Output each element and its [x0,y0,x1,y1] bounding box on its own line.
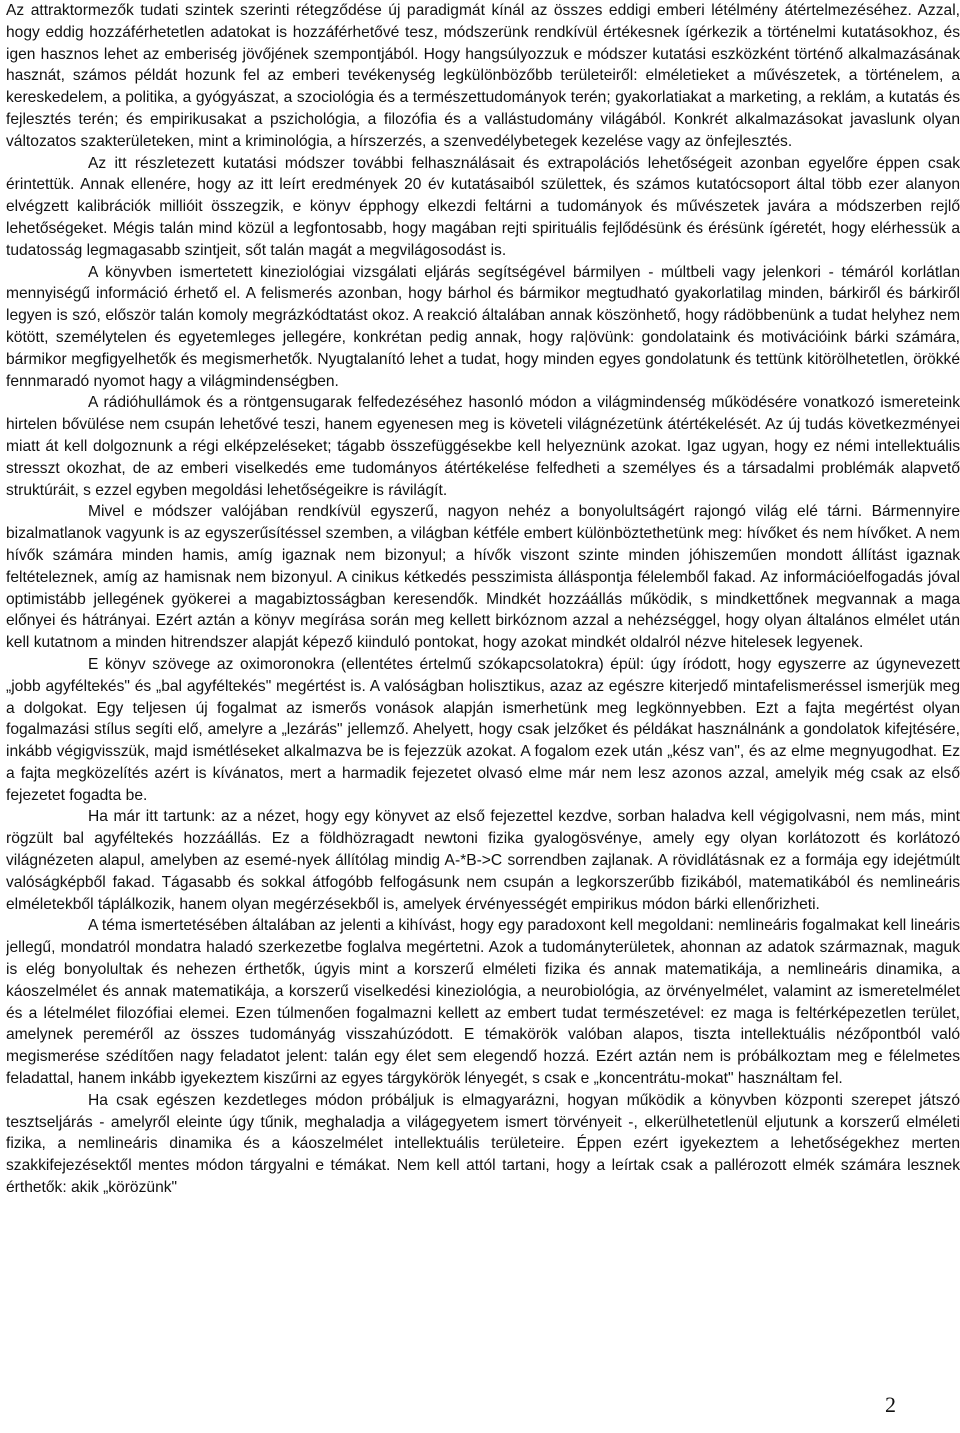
document-page [6,0,960,1392]
paragraph-5: Mivel e módszer valójában rendkívül egyszerű, nagyon nehéz a bonyolultságért rajongó világ elé tárni. Bármennyire bizalmatlanok vagyunk is az egyszerűsítéssel szemben, a világban kétféle embert különböztethetünk meg: hívőket és nem hívőket. A nem hívők számára minden hamis, amíg igaznak nem bizonyul; a hívők viszont szinte minden jóhiszeműen mondott állítást igaznak feltételeznek, amíg az hamisnak nem bizonyul. A cinikus kétkedés pesszimista álláspontja félelemből fakad. Az információelfogadás jóval optimistább jellegének gyökerei a magabiztosságban keresendők. Mindkét hozzáállás működik, s mindkettőnek megvannak a maga előnyei és hátrányai. Ezért aztán a könyv megírása során meg kellett birkóznom azzal a nehézséggel, hogy olyan általános elmélet után kell kutatnom a minden hitrendszer alapját képező kiinduló pontokat, hogy azokat mindkét oldalról nézve hitelesek legyenek. [6,503,960,652]
paragraph-8: A téma ismertetésében általában az jelenti a kihívást, hogy egy paradoxont kell megoldani: nemlineáris fogalmakat kell lineáris jellegű, mondatról mondatra haladó szerkezetbe foglalva megértetni. Azok a tudományterületek, ahonnan az adatok származnak, maguk is elég bonyolultak és nehezen érthetők, úgyis mint a korszerű elméleti fizika és annak matematikája, a nemlineáris dinamika, a káoszelmélet és annak matematikája, a korszerű viselkedési kineziológia, a neurobiológia, az örvényelmélet, valamint az ismeretelmélet és a lételmélet filozófiai elemei. Ezen túlmenően fogalmazni kellett az embert tudat természetével: ez maga is feltérképezetlen terület, amelynek pereméről az összes tudományág visszahúzódott. E témakörök valóban alapos, tiszta intellektuális nézőpontból való megismerése szédítően nagy feladatot jelent: talán egy élet sem elegendő hozzá. Ezért aztán nem is próbálkoztam meg e félelmetes feladattal, hanem inkább igyekeztem kiszűrni az egyes tárgykörök lényegét, s csak e „koncentrátu-mokat" használtam fel. [6,917,960,1088]
paragraph-6: E könyv szövege az oximoronokra (ellentétes értelmű szókapcsolatokra) épül: úgy íródott, hogy egyszerre az úgynevezett „jobb agyféltekés" és „bal agyféltekés" megértést is. A valóságban holisztikus, azaz az egészre kiterjedő mintafelismeréssel ismerjük meg a dolgokat. Egy teljesen új fogalmat az ismerős vonások alapján ismerhetünk meg legkönnyebben. Ezt a fajta megértést olyan fogalmazási stílus segíti elő, amelyre a „lezárás" jellemző. Ahelyett, hogy csak jelzőket és példákat használnánk a gondolatok kifejtésére, inkább végigvisszük, majd ismétléseket alkalmazva be is fejezzük azokat. A fogalom ezek után „kész van", és az elme megnyugodhat. Ez a fajta megközelítés azért is kívánatos, mert a harmadik fejezetet olvasó elme már nem lesz azonos azzal, amelyik még csak az első fejezetet fogadta be. [6,655,960,804]
paragraph-7: Ha már itt tartunk: az a nézet, hogy egy könyvet az első fejezettel kezdve, sorban haladva kell végigolvasni, nem más, mint rögzült bal agyféltekés hozzáállás. Ez a földhözragadt newtoni fizika gyalogösvénye, amely egy olyan korlátozott és korlátozó világnézeten alapul, amelyben az esemé-nyek állítólag mindig A-*B->C sorrendben zajlanak. A rövidlátásnak ez a formája egy idejétmúlt valóságképből fakad. Tágasabb és sokkal átfogóbb felfogásunk nem csupán a legkorszerűbb fizikából, matematikából és nemlineáris elméletekből táplálkozik, hanem olyan megérzésekből is, amelyek érvényességét empirikus módon bárki ellenőrizheti. [6,808,960,913]
paragraph-9: Ha csak egészen kezdetleges módon próbáljuk is elmagyarázni, hogyan működik a könyvben központi szerepet játszó tesztseljárás - amelyről eleinte úgy tűnik, meghaladja a világegyetem ismert törvényeit -, elkerülhetetlenül eljutunk a korszerű elméleti fizika, a nemlineáris dinamika és a káoszelmélet intellektuális területeire. Éppen ezért igyekeztem a lehetőségekhez merten szakkifejezésektől mentes módon tárgyalni e témákat. Nem kell attól tartani, hogy a leírtak csak a pallérozott elmék számára lesznek érthetők: akik „körözünk" [6,1091,960,1197]
page-number: 2 [885,1392,896,1417]
paragraph-3: A könyvben ismertetett kineziológiai vizsgálati eljárás segítségével bármilyen - múltbeli vagy jelenkori - témáról korlátlan mennyiségű információ érhető el. A felismerés azonban, hogy bárhol és bármikor megtudható gyakorlatilag minden, bárkiről és bárkiről legyen is szó, először talán komoly megrázkódtatást okoz. A reakció általában annak köszönhető, hogy rádöbbenünk a tudat helyhez nem kötött, személytelen és egyetemleges jellegére, konkrétan pedig annak, hogy ra|övünk: gondolataink és motivációink bárki számára, bármikor megfigyelhetők és megismerhetők. Nyugtalanító lehet a tudat, hogy minden egyes gondolatunk és tettünk kitörölhetetlen, örökké fennmaradó nyomot hagy a világmindenségben. [6,263,960,390]
paragraph-2: Az itt részletezett kutatási módszer további felhasználásait és extrapolációs lehetőségeit azonban egyelőre éppen csak érintettük. Annak ellenére, hogy az itt leírt eredmények 20 év kutatásaiból születtek, és számos kutatócsoport által több ezer alanyon elvégzett kalibrációk millióit összegzik, e könyv épphogy elkezdi feltárni a tudományok és művészetek javára a módszerben rejlő lehetőségeket. Mégis talán mind közül a legfontosabb, hogy magában rejti spirituális fejlődésünk és érésünk ígéretét, hogy elérhessük a tudatosság legmagasabb szintjeit, sőt talán magát a megvilágosodást is. [6,154,960,259]
paragraph-4: A rádióhullámok és a röntgensugarak felfedezéséhez hasonló módon a világmindenség működésére vonatkozó ismereteink hirtelen bővülése nem csupán lehetővé teszi, hanem egyenesen meg is követeli világnézetünk átértékelését. Az új tudás következményei miatt át kell dolgoznunk a régi elképzeléseket; tágabb összefüggésekbe kell helyeznünk azokat. Igaz ugyan, hogy ez némi intellektuális stresszt okozhat, de az emberi viselkedés eme tudományos átértékelése felfedheti a személyes és a társadalmi problémák alapvető struktúráit, s ezzel egyben megoldási lehetőségeikre is rávilágít. [6,394,960,499]
paragraph-1: Az attraktormezők tudati szintek szerinti rétegződése új paradigmát kínál az összes eddigi emberi létélmény átértelmezéséhez. Azzal, hogy eddig hozzáférhetetlen adatokat is hozzáférhetővé tesz, módszerünk rendkívül értékesnek ígérkezik a történelmi kutatásokhoz, és igen hasznos lehet az emberiség jövőjének szempontjából. Hogy hangsúlyozzuk e módszer kutatási eszközként történő alkalmazásának hasznát, számos példát hozunk fel az emberi tevékenység legkülönbözőbb területeiről: elméletieket a művészetek, a történelem, a kereskedelem, a politika, a gyógyászat, a szociológia és a természettudományok terén; gyakorlatiakat a marketing, a reklám, a kutatás és fejlesztés terén; és empirikusakat a pszichológia, a filozófia és a vallástudomány világából. Konkrét alkalmazásokat javaslunk olyan változatos szakterületeken, mint a kriminológia, a hírszerzés, a szenvedélybetegek kezelése vagy az önfejlesztés. [6,2,960,150]
